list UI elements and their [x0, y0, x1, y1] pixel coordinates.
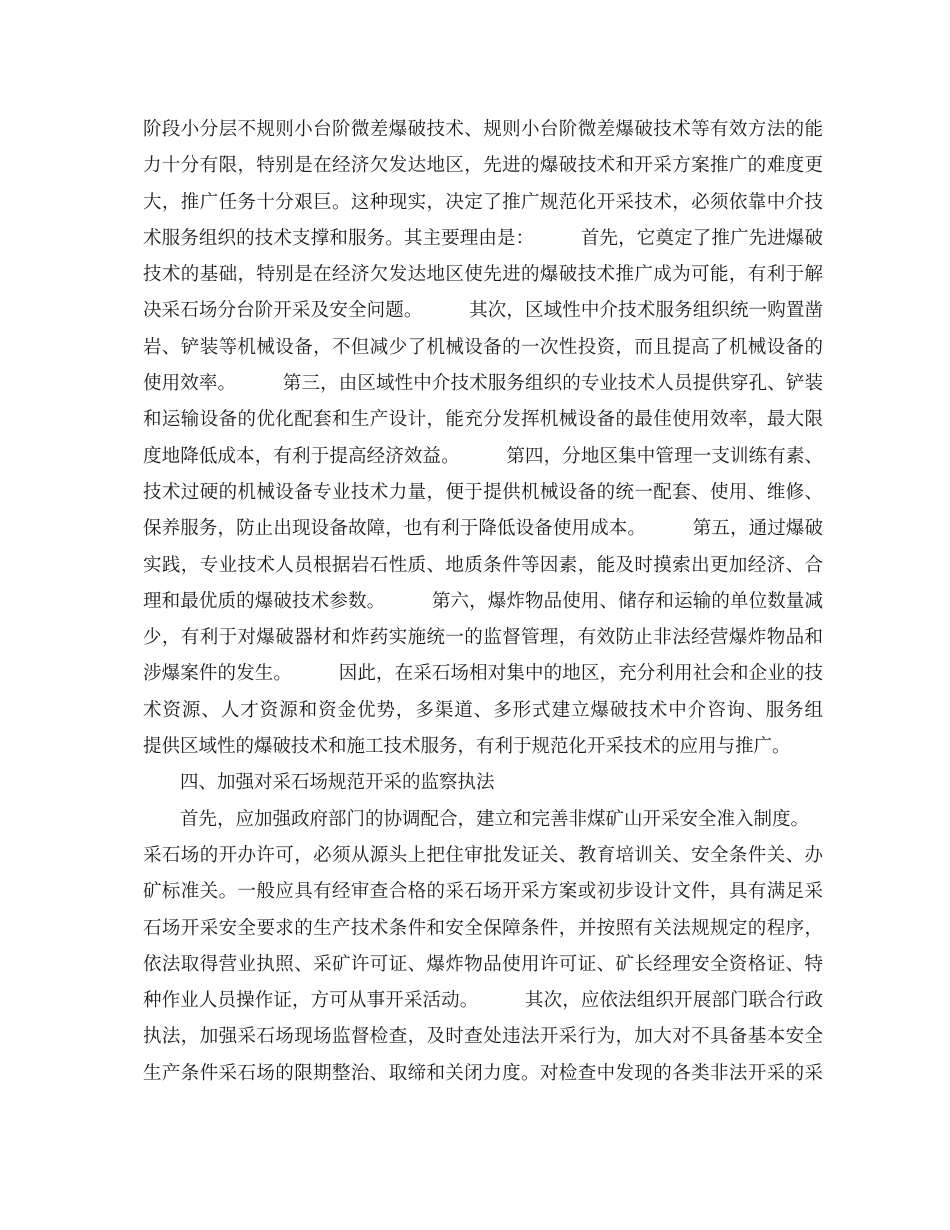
text-line: 和运输设备的优化配套和生产设计，能充分发挥机械设备的最佳使用效率，最大限 — [143, 409, 823, 431]
text-line: 少，有利于对爆破器材和炸药实施统一的监督管理，有效防止非法经营爆炸物品和 — [143, 627, 823, 649]
text-line: 技术过硬的机械设备专业技术力量，便于提供机械设备的统一配套、使用、维修、 — [143, 481, 823, 503]
text-line: 理和最优质的爆破技术参数。 第六，爆炸物品使用、储存和运输的单位数量减 — [143, 590, 823, 612]
text-line: 生产条件采石场的限期整治、取缔和关闭力度。对检查中发现的各类非法开采的采 — [143, 1062, 823, 1084]
text-line: 技术的基础，特别是在经济欠发达地区使先进的爆破技术推广成为可能，有利于解 — [143, 264, 823, 286]
text-line: 采石场的开办许可，必须从源头上把住审批发证关、教育培训关、安全条件关、办 — [143, 844, 823, 866]
body-text — [143, 112, 823, 1092]
text-line: 四、加强对采石场规范开采的监察执法 — [143, 772, 495, 794]
text-line: 术资源、人才资源和资金优势，多渠道、多形式建立爆破技术中介咨询、服务组 — [143, 699, 823, 721]
text-line: 决采石场分台阶开采及安全问题。 其次，区域性中介技术服务组织统一购置凿 — [143, 300, 823, 322]
text-line: 依法取得营业执照、采矿许可证、爆炸物品使用许可证、矿长经理安全资格证、特 — [143, 953, 823, 975]
text-line: 大，推广任务十分艰巨。这种现实，决定了推广规范化开采技术，必须依靠中介技 — [143, 191, 823, 213]
text-line: 术服务组织的技术支撑和服务。其主要理由是： 首先，它奠定了推广先进爆破 — [143, 227, 823, 249]
text-line: 使用效率。 第三，由区域性中介技术服务组织的专业技术人员提供穿孔、铲装 — [143, 373, 823, 395]
text-line: 岩、铲装等机械设备，不但减少了机械设备的一次性投资，而且提高了机械设备的 — [143, 336, 823, 358]
text-line: 阶段小分层不规则小台阶微差爆破技术、规则小台阶微差爆破技术等有效方法的能 — [143, 119, 823, 140]
text-line: 种作业人员操作证，方可从事开采活动。 其次，应依法组织开展部门联合行政 — [143, 990, 823, 1012]
text-line: 涉爆案件的发生。 因此，在采石场相对集中的地区，充分利用社会和企业的技 — [143, 663, 823, 685]
text-line: 提供区域性的爆破技术和施工技术服务，有利于规范化开采技术的应用与推广。 — [143, 736, 791, 758]
text-line: 实践，专业技术人员根据岩石性质、地质条件等因素，能及时摸索出更加经济、合 — [143, 554, 823, 576]
text-line: 矿标准关。一般应具有经审查合格的采石场开采方案或初步设计文件，具有满足采 — [143, 881, 823, 903]
text-line: 力十分有限，特别是在经济欠发达地区，先进的爆破技术和开采方案推广的难度更 — [143, 155, 823, 177]
text-line: 执法，加强采石场现场监督检查，及时查处违法开采行为，加大对不具备基本安全 — [143, 1026, 823, 1048]
text-line: 首先，应加强政府部门的协调配合，建立和完善非煤矿山开采安全准入制度。 — [143, 808, 810, 830]
text-line: 石场开采安全要求的生产技术条件和安全保障条件，并按照有关法规规定的程序， — [143, 917, 823, 939]
text-line: 度地降低成本，有利于提高经济效益。 第四，分地区集中管理一支训练有素、 — [143, 445, 823, 467]
text-line: 保养服务，防止出现设备故障，也有利于降低设备使用成本。 第五，通过爆破 — [143, 518, 823, 540]
